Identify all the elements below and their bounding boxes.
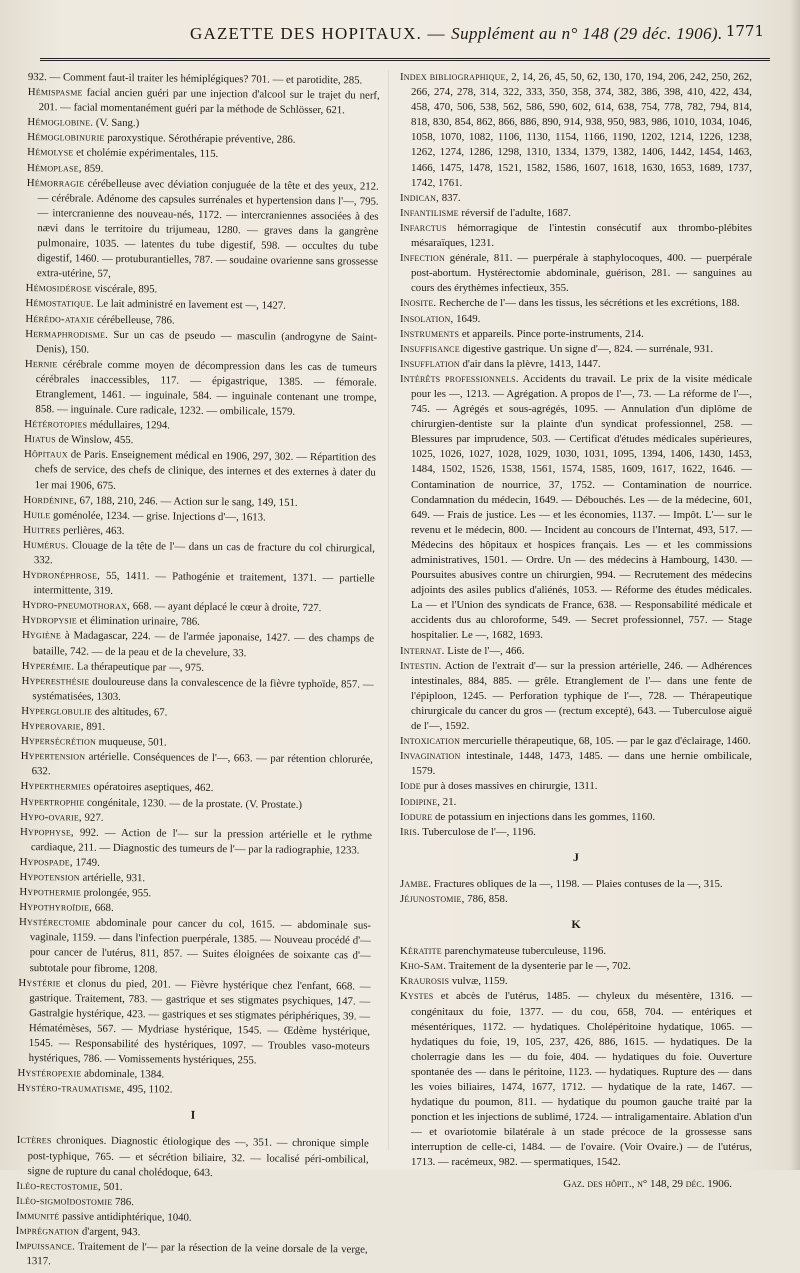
- index-entry: [400, 659, 752, 734]
- index-term: Imprégnation: [16, 1225, 79, 1238]
- index-references: hémorragique de l'intestin consécutif aux thrombo-plébites mésaraïques, 1231.: [411, 222, 752, 249]
- section-letter: I: [17, 1106, 369, 1125]
- index-references: 1749.: [73, 856, 100, 868]
- index-entry: [16, 1133, 368, 1182]
- index-entry: [19, 915, 372, 979]
- index-term: Intérêts professionnels.: [400, 373, 519, 385]
- index-references: Traitement de l'— par la résection de la veine dorsale de la verge, 1317.: [26, 1241, 367, 1268]
- index-entry: [25, 327, 377, 361]
- index-entry: [22, 628, 374, 662]
- index-term: Hétérotopies: [24, 418, 87, 431]
- index-term: Hypertension: [21, 750, 86, 763]
- index-term: Hémorragie: [27, 177, 84, 190]
- index-entry: [400, 779, 752, 794]
- running-header: [40, 18, 770, 61]
- index-entry: [24, 357, 377, 421]
- index-entry: [24, 447, 376, 496]
- index-references: médullaires, 1294.: [87, 419, 170, 432]
- index-term: Hémolyse: [27, 146, 73, 158]
- index-term: Hyperglobulie: [21, 705, 92, 718]
- index-entry: [26, 176, 379, 285]
- index-entry: [400, 191, 752, 206]
- index-references: digestive gastrique. Un signe d'—, 824. — surrénale, 931.: [460, 343, 713, 355]
- index-term: Insuffisance: [400, 343, 460, 355]
- index-references: intestinale, 1448, 1473, 1485. — dans une hernie ombilicale, 1579.: [411, 750, 752, 777]
- index-term: Hyperémie.: [22, 660, 75, 673]
- index-term: Hémispasme: [28, 86, 83, 99]
- index-term: Huile: [23, 509, 50, 521]
- index-references: Sur un cas de pseudo — masculin (androgyne de Saint-Denis), 150.: [36, 328, 377, 355]
- index-term: Hypophyse,: [20, 826, 74, 839]
- index-references: 495, 1102.: [124, 1083, 172, 1096]
- index-references: perlières, 463.: [60, 524, 124, 537]
- index-references: congénitale, 1230. — de la prostate. (V. Prostate.): [84, 796, 302, 810]
- index-entry: [21, 674, 373, 708]
- index-term: Hémostatique.: [25, 297, 94, 310]
- index-references: 21.: [440, 796, 456, 808]
- index-references: Liste de l'—, 466.: [445, 645, 525, 657]
- index-entry: [400, 795, 752, 810]
- index-term: Hypotension: [19, 871, 79, 884]
- index-references: chroniques. Diagnostic étiologique des —, 351. — chronique simple post-typhique, 765. — et sécrétion biliaire, 32. — localisé péri-ombilical, signe de rupture du canal cholédoque, 643.: [27, 1135, 368, 1179]
- index-references: 67, 188, 210, 246. — Action sur le sang, 149, 151.: [77, 494, 298, 508]
- index-references: La thérapeutique par —, 975.: [74, 660, 204, 673]
- index-term: Hystéro-traumatisme,: [17, 1082, 124, 1095]
- index-references: 859.: [82, 162, 104, 174]
- index-term: Hypospade,: [20, 856, 73, 869]
- page-edge-shadow: [790, 0, 800, 1170]
- index-references: des altitudes, 67.: [92, 706, 167, 719]
- index-term: Hydronéphrose,: [23, 569, 100, 582]
- index-entry: [400, 357, 752, 372]
- index-term: Hémoglobine.: [27, 116, 93, 129]
- index-references: paroxystique. Sérothérapie préventive, 286.: [104, 132, 295, 146]
- index-entry: [400, 825, 752, 840]
- index-entry: [17, 1081, 369, 1100]
- index-term: Kho-Sam.: [400, 960, 446, 972]
- index-term: Kraurosis: [400, 975, 449, 987]
- index-term: Hystéropexie: [17, 1067, 81, 1080]
- index-references: goménolée, 1234. — grise. Injections d'—, 1613.: [50, 509, 266, 523]
- page-number: 1771: [726, 22, 764, 40]
- index-references: Recherche de l'— dans les tissus, les sécrétions et les excrétions, 188.: [436, 297, 739, 309]
- index-references: cérébelleuse, 786.: [94, 313, 174, 326]
- index-term: Insolation,: [400, 313, 453, 325]
- index-term: Impuissance.: [16, 1240, 75, 1253]
- index-entry: [400, 342, 752, 357]
- index-references: Traitement de la dysenterie par le —, 702.: [446, 960, 631, 972]
- journal-title: [190, 24, 723, 44]
- index-entry: [400, 221, 752, 251]
- index-references: artérielle, 931.: [80, 872, 145, 885]
- index-term: Humérus.: [23, 539, 69, 551]
- index-term: Hernie: [25, 358, 58, 370]
- index-entry: [28, 85, 380, 119]
- index-term: Jéjunostomie,: [400, 893, 464, 905]
- index-entry: [400, 944, 752, 959]
- index-term: Intoxication: [400, 735, 460, 747]
- index-term: Hyperesthésie: [22, 675, 90, 688]
- journal-title-main: GAZETTE DES HOPITAUX. —: [190, 24, 451, 43]
- index-term: Hygiène: [22, 629, 61, 641]
- index-term: Infarctus: [400, 222, 447, 234]
- index-term: Iléo-sigmoïdostomie: [16, 1195, 112, 1208]
- index-term: Inosite.: [400, 297, 436, 309]
- index-references: 786, 858.: [464, 893, 507, 905]
- index-references: muqueuse, 501.: [96, 736, 167, 749]
- index-references: prolongée, 955.: [81, 887, 151, 900]
- index-term: Index bibliographique,: [400, 71, 509, 83]
- index-references: 668.: [92, 902, 114, 914]
- index-references: de Winslow, 455.: [56, 434, 134, 447]
- index-term: Hordénine,: [23, 494, 77, 507]
- index-references: abdominale, 1384.: [81, 1068, 164, 1081]
- index-references: artérielle. Conséquences de l'—, 663. — par rétention chlorurée, 632.: [32, 751, 373, 778]
- index-term: Kystes: [400, 990, 433, 1002]
- index-references: Le lait administré en lavement est —, 1427.: [94, 298, 286, 312]
- index-references: 932. — Comment faut-il traiter les hémiplégiques? 701. — et parotidite, 285.: [28, 71, 362, 87]
- index-references: et élimination urinaire, 786.: [77, 615, 200, 628]
- index-references: pur à doses massives en chirurgie, 1311.: [421, 780, 598, 792]
- index-column-left: [17, 70, 380, 1159]
- index-term: Hérédo-ataxie: [25, 312, 94, 325]
- index-term: Infection: [400, 252, 445, 264]
- index-entry: [400, 749, 752, 779]
- index-entry: [21, 749, 373, 783]
- index-term: Ictères: [17, 1134, 52, 1146]
- index-references: 992. — Action de l'— sur la pression artérielle et le rythme cardiaque, 211. — Diagnostic des tumeurs de l'— par la radiographie, 1233.: [31, 826, 372, 856]
- index-references: et appareils. Pince porte-instruments, 214.: [459, 328, 644, 340]
- index-term: Hydropysie: [22, 614, 77, 627]
- index-references: générale, 811. — puerpérale à staphylocoques, 400. — puerpérale post-abortum. Hystérectomie abdominale, guérison, 281. — sanguines au cours des érythèmes infectieux, 355.: [411, 252, 752, 294]
- supplement-title: Supplément au n° 148 (29 déc. 1906).: [451, 24, 722, 43]
- index-references: d'argent, 943.: [79, 1226, 140, 1239]
- index-term: Iodure: [400, 811, 432, 823]
- column-gutter: [388, 70, 389, 1150]
- index-term: Iodipine,: [400, 796, 440, 808]
- index-entry: [400, 810, 752, 825]
- index-entry: [400, 734, 752, 749]
- index-references: et cholémie expérimentales, 115.: [73, 147, 218, 161]
- index-term: Iode: [400, 780, 421, 792]
- index-term: Hyperthermies: [20, 780, 90, 793]
- index-entry: [400, 312, 752, 327]
- index-entry: [400, 877, 752, 892]
- index-references: 668. — ayant déplacé le cœur à droite, 727.: [130, 600, 321, 614]
- index-entry: [400, 327, 752, 342]
- index-term: Kératite: [400, 945, 442, 957]
- footer-reference: Gaz. des hôpit., n° 148, 29 déc. 1906.: [400, 1177, 752, 1192]
- index-term: Instruments: [400, 328, 459, 340]
- index-entry: [22, 568, 374, 602]
- index-references: passive antidiphtérique, 1040.: [59, 1210, 191, 1223]
- index-references: réversif de l'adulte, 1687.: [459, 207, 571, 219]
- index-term: Hystérectomie: [19, 916, 90, 929]
- index-references: vulvæ, 1159.: [449, 975, 507, 987]
- index-term: Hypersécrétion: [21, 735, 96, 748]
- index-entry: [15, 1239, 367, 1273]
- index-references: 891.: [84, 721, 106, 733]
- index-term: Jambe.: [400, 878, 431, 890]
- index-references: Clouage de la tête de l'— dans un cas de fracture du col chirurgical, 332.: [34, 539, 375, 566]
- index-term: Invagination: [400, 750, 461, 762]
- index-references: à Madagascar, 224. — de l'armée japonaise, 1427. — des champs de bataille, 742. — de la peau et de la chevelure, 33.: [33, 630, 374, 659]
- index-term: Hystérie: [18, 977, 60, 989]
- index-term: Iris.: [400, 826, 420, 838]
- index-term: Hyperovarie,: [21, 720, 84, 733]
- index-references: de Paris. Enseignement médical en 1906, 297, 302. — Répartition des chefs de service, des chefs de clinique, des internes et des externes à dater du 1er mai 1906, 675.: [35, 449, 376, 492]
- index-references: cérébelleuse avec déviation conjuguée de la tête et des yeux, 212. — cérébrale. Adénome des capsules surrénales et hypertension dans l'—, 795. — intercranienne des nouveau-nés, 1172. — intercraniennes associées à des nævi dans le territoire du trijumeau, 1280. — graves dans la gangrène pulmonaire, 1035. — latentes du tube digestif, 598. — occultes du tube digestif, 1460. — protuburantielles, 787. — soudaine ovarienne sans grossesse extra-utérine, 57,: [37, 177, 379, 280]
- index-references: Fractures obliques de la —, 1198. — Plaies contuses de la —, 315.: [431, 878, 722, 890]
- index-entry: [400, 206, 752, 221]
- index-entry: [400, 296, 752, 311]
- index-entry: [23, 538, 375, 572]
- index-references: et abcès de l'utérus, 1485. — chyleux du mésentère, 1316. — congénitaux du foie, 1377. — du cou, 658, 704. — entériques et mésentériques, 1172. — hydatiques. Cholépéritoine hydatique, 1065. — hydatiques du foie, 19, 105, 237, 426, 886, 1615. — hydatiques. De la cholerragie dans les — du foie, 404. — hydatiques du foie. Ouverture spontanée des — dans le péritoine, 1123. — hydatiques. Rupture des — dans les voies biliaires, 1474, 1677, 1712. — hydatique de la rate, 1467. — hydatique du poumon, 811. — hydatique du poumon gauche traité par la ponction et les injections de sublimé, 1724. — intraligamentaire. Ablation d'un — et ovariotomie bilatérale à un stade précoce de la grossesse sans interruption de celle-ci, 1484. — de l'ovaire. (Voir Ovaire.) — de l'utérus, 1713. — racémeux, 982. — spermatiques, 1542.: [411, 990, 752, 1168]
- index-term: Hémoglobinurie: [27, 131, 104, 144]
- section-letter: J: [400, 850, 752, 865]
- index-term: Hypothermie: [19, 886, 81, 899]
- index-references: abdominale pour cancer du col, 1615. — abdominale sus-vaginale, 1159. — dans l'infection puerpérale, 1385. — Nouveau procédé d'— pour cancer de l'utérus, 811, 857. — Suites éloignées de soixante cas d'— subtotale pour fibrome, 1208.: [30, 917, 372, 975]
- index-references: Accidents du travail. Le prix de la visite médicale pour les —, 1213. — Agrégation. A propos de l'—, 73. — La réforme de l'—, 745. — Agrégés et sous-agrégés, 1095. — Annulation d'un diplôme de chirurgien-dentiste sur la plainte d'un syndicat professionnel, 258. — Blessures par imprudence, 503. — Certificat d'études médicales supérieures, 1025, 1026, 1027, 1028, 1029, 1030, 1031, 1095, 1394, 1406, 1430, 1453, 1484, 1502, 1526, 1538, 1561, 1574, 1585, 1609, 1617, 1622, 1646. — Contamination de nourrice, 37, 1752. — Contamination de nourrice. Condamnation du médecin, 1649. — Débouchés. Les — de la médecine, 601, 649. — Frais de justice. Les — et les économies, 1137. — Impôt. L'— sur le revenu et le médecin, 800. — Incident au concours de l'Internat, 493, 517. — Médecins des hôpitaux et hospices français. Les — et les commissions administratives, 1501. — Ordre. Un — des médecins à Hambourg, 1430. — Poursuites abusives contre un chirurgien, 994. — Recrutement des médecins adjoints des asiles publics d'aliénés, 1053. — Réforme des études médicales. La — et l'Union des syndicats de France, 638. — Responsabilité médicale et accidents dus au chloroforme, 549. — Secret professionnel, 757. — Stage hospitalier. Le —, 1682, 1693.: [411, 373, 752, 642]
- index-references: 927.: [82, 811, 104, 823]
- index-term: Intestin.: [400, 660, 441, 672]
- index-references: 837.: [439, 192, 461, 204]
- index-references: 1649.: [453, 313, 480, 325]
- index-references: 786.: [112, 1196, 134, 1208]
- index-entry: [400, 372, 752, 644]
- index-references: d'air dans la plèvre, 1413, 1447.: [460, 358, 601, 370]
- index-term: Hémoplase,: [27, 162, 82, 175]
- index-term: Huitres: [23, 524, 60, 536]
- index-term: Infantilisme: [400, 207, 459, 219]
- index-term: Iléo-rectostomie,: [16, 1180, 101, 1193]
- index-references: opératoires aseptiques, 462.: [91, 781, 214, 794]
- index-references: 2, 14, 26, 45, 50, 62, 130, 170, 194, 206, 242, 250, 262, 266, 274, 278, 314, 322, 333, 350, 358, 374, 382, 386, 398, 410, 422, 434, 458, 470, 506, 538, 562, 586, 590, 602, 614, 638, 754, 778, 782, 794, 814, 818, 830, 854, 862, 866, 886, 890, 914, 938, 950, 983, 986, 1010, 1034, 1046, 1058, 1070, 1082, 1106, 1130, 1154, 1166, 1190, 1202, 1214, 1226, 1238, 1262, 1274, 1286, 1298, 1310, 1334, 1379, 1382, 1406, 1442, 1454, 1463, 1466, 1475, 1478, 1521, 1582, 1586, 1607, 1618, 1630, 1653, 1689, 1737, 1742, 1761.: [411, 71, 752, 189]
- index-entry: [400, 892, 752, 907]
- index-term: Insufflation: [400, 358, 460, 370]
- index-entry: [400, 959, 752, 974]
- index-term: Hypothyroïdie,: [19, 901, 92, 914]
- index-term: Hémosidérose: [26, 282, 92, 295]
- index-references: viscérale, 895.: [92, 283, 157, 296]
- index-column-right: [400, 70, 752, 1155]
- index-term: Hypertrophie: [20, 795, 84, 808]
- index-references: mercurielle thérapeutique, 68, 105. — par le gaz d'éclairage, 1460.: [460, 735, 751, 747]
- index-entry: [400, 70, 752, 191]
- index-references: de potassium en injections dans les gommes, 1160.: [432, 811, 655, 823]
- index-term: Hiatus: [24, 433, 56, 445]
- index-term: Immunité: [16, 1210, 60, 1222]
- index-references: 55, 1411. — Pathogénie et traitement, 1371. — partielle intermittente, 319.: [33, 570, 374, 597]
- index-references: 501.: [101, 1181, 123, 1193]
- index-entry: [400, 251, 752, 296]
- index-term: Internat.: [400, 645, 445, 657]
- index-references: douloureuse dans la convalescence de la fièvre typhoïde, 857. — systématisées, 1303.: [32, 675, 373, 702]
- index-references: parenchymateuse tuberculeuse, 1196.: [442, 945, 606, 957]
- index-entry: [400, 644, 752, 659]
- index-references: facial ancien guéri par une injection d'alcool sur le trajet du nerf, 201. — facial momentanément guéri par la méthode de Schlösser, 621.: [39, 87, 380, 117]
- index-references: Action de l'extrait d'— sur la pression artérielle, 246. — Adhérences intestinales, 884, 885. — grêle. Etranglement de l'— dans une fente de l'épiploon, 1245. — Perforation typhique de l'—, 728. — Thérapeutique chirurgicale du cancer du gros — (rectum excepté), 643. — Tuberculose aiguë de l'—, 1592.: [411, 660, 752, 732]
- index-term: Hypo-ovarie,: [20, 811, 82, 824]
- index-references: Tuberculose de l'—, 1196.: [420, 826, 536, 838]
- index-term: Hydro-pneumothorax,: [22, 599, 130, 612]
- index-references: et clonus du pied, 201. — Fièvre hystérique chez l'enfant, 668. — gastrique. Traitement, 783. — gastrique et ses stigmates psychiques, 147. — Gastralgie hystérique, 423. — gastriques et ses stigmates périphériques, 39. — Hématémèses, 567. — Mydriase hystérique, 1545. — Œdème hystérique, 1545. — Responsabilité des hystériques, 1097. — Troubles vaso-moteurs hystériques, 786. — Vomissements hystériques, 255.: [29, 977, 371, 1067]
- section-letter: K: [400, 917, 752, 932]
- index-references: cérébrale comme moyen de décompression dans les cas de tumeurs cérébrales inaccessibles, 117. — épigastrique, 1385. — fémorale. Etranglement, 1461. — inguinale, 584. — inguinale contenant une trompe, 858. — inguinale. Cure radicale, 1232. — ombilicale, 1579.: [35, 358, 377, 418]
- index-term: Indican,: [400, 192, 439, 204]
- index-entry: [20, 825, 372, 859]
- index-entry: [400, 974, 752, 989]
- index-entry: [400, 989, 752, 1170]
- index-term: Hermaphrodisme.: [25, 328, 108, 341]
- index-entry: [18, 976, 371, 1070]
- index-term: Hôpitaux: [24, 448, 68, 460]
- index-references: (V. Sang.): [93, 117, 139, 129]
